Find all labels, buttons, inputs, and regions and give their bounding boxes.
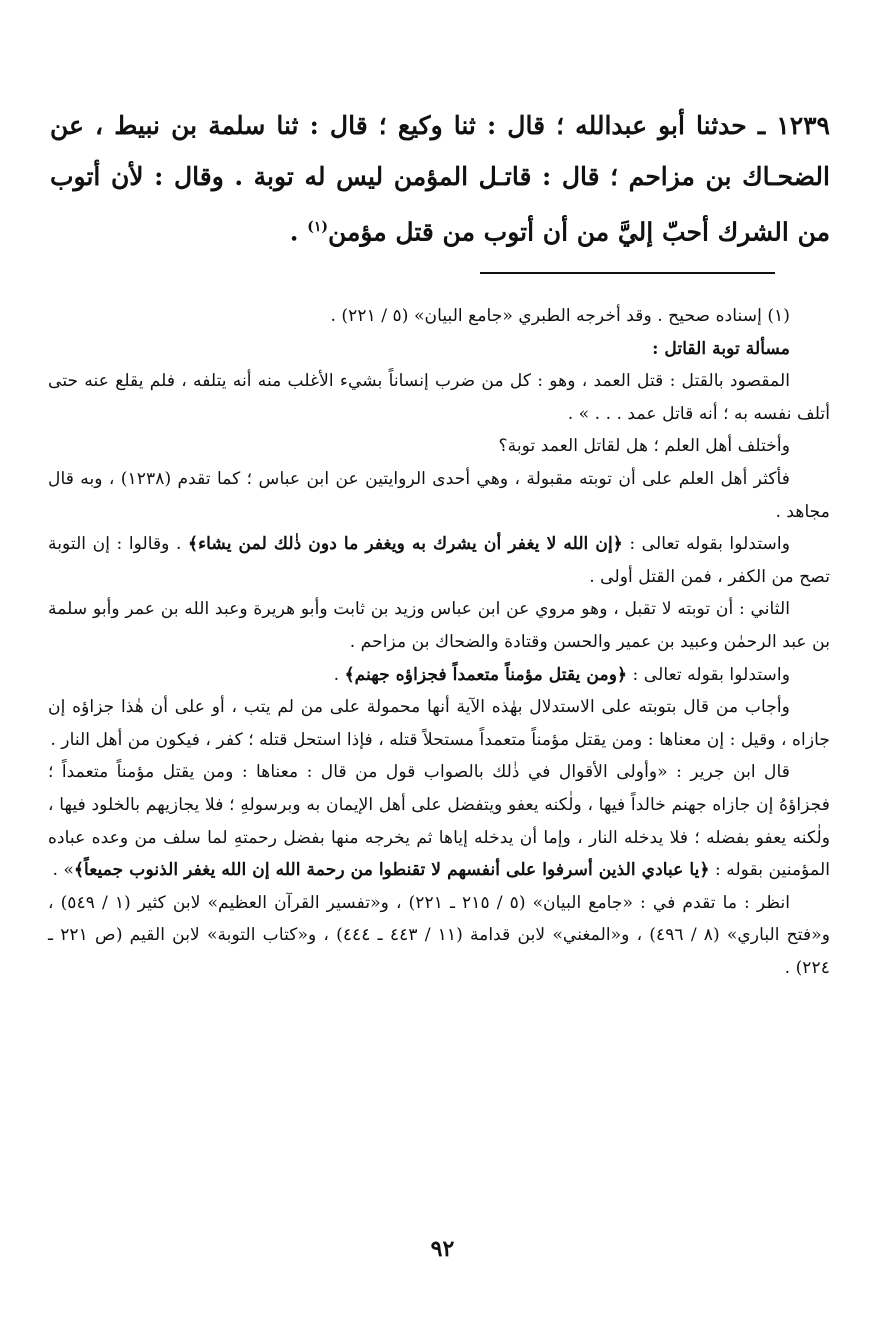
footnote-heading: مسألة توبة القاتل : <box>652 338 790 359</box>
p4-rest: . وقالوا : إن التوبة تصح من الكفر ، فمن القتل أولى . <box>48 534 830 587</box>
p8-rest: » . <box>52 860 74 881</box>
p6-rest: . <box>333 664 345 685</box>
quran-verse: ﴿ومن يقتل مؤمناً متعمداً فجزاؤه جهنم﴾ <box>344 664 628 685</box>
p6-intro: واستدلوا بقوله تعالى : <box>627 664 790 685</box>
p4-intro: واستدلوا بقوله تعالى : <box>622 534 790 555</box>
footnote-paragraph-7: وأجاب من قال بتوبته على الاستدلال بهٰذه الآية أنها محمولة على من لم يتب ، أو على أن هٰذا جزاؤه إن جازاه ، وقيل : إن معناها : ومن يقتل مؤمناً متعمداً مستحلاً قتله ، فإذا استحل قتله ؛ كفر ، فيكون من أهل النار . <box>48 697 830 750</box>
footnote-paragraph-5: الثاني : أن توبته لا تقبل ، وهو مروي عن ابن عباس وزيد بن ثابت وأبو هريرة وعبد الله بن عمر وأبو سلمة بن عبد الرحمٰن وعبيد بن عمير والحسن وقتادة والضحاك بن مزاحم . <box>48 599 830 652</box>
hadith-body: ـ حدثنا أبو عبدالله ؛ قال : ثنا وكيع ؛ قال : ثنا سلمة بن نبيط ، عن الضحـاك بن مزاحم ؛ قال : قاتـل المؤمن ليس له توبة . وقال : لأن أتوب من الشرك أحبّ إليَّ من أن أتوب من قتل مؤمن <box>50 111 830 247</box>
p8-quote: قال ابن جرير : «وأولى الأقوال في ذٰلك بالصواب قول من قال : معناها : ومن يقتل مؤمناً متعمداً ؛ فجزاؤهُ إن جازاه جهنم خالداً فيها ، ولٰكنه يعفو ويتفضل على أهل الإيمان به وبرسولهِ ؛ فلا يجازيهم بالخلود فيها ، ولٰكنه يعفو بفضله ؛ فلا يدخله النار ، وإما أن يدخله إياها ثم يخرجه منها بفضل رحمتهِ لما سلف من وعده عباده المؤمنين بقوله : <box>48 762 830 881</box>
footnote-reference: (١) <box>307 219 328 235</box>
footnote-paragraph-1: المقصود بالقتل : قتل العمد ، وهو : كل من ضرب إنساناً بشيء الأغلب منه أنه يتلفه ، فلم يقلع عنه حتى أتلف نفسه به ؛ أنه قاتل عمد . . . » . <box>48 371 830 424</box>
footnote-paragraph-4 <box>48 528 830 593</box>
footnote-paragraph-6 <box>48 659 830 692</box>
footnote-references: انظر : ما تقدم في : «جامع البيان» (٥ / ٢١٥ ـ ٢٢١) ، و«تفسير القرآن العظيم» لابن كثير (١ / ٥٤٩) ، و«فتح الباري» (٨ / ٤٩٦) ، و«المغني» لابن قدامة (١١ / ٤٤٣ ـ ٤٤٤) ، و«كتاب التوبة» لابن القيم (ص ٢٢١ ـ ٢٢٤) . <box>48 892 830 978</box>
hadith-end: . <box>289 217 308 247</box>
footnote-1: (١) إسناده صحيح . وقد أخرجه الطبري «جامع البيان» (٥ / ٢٢١) . <box>330 306 790 326</box>
page-number: ٩٢ <box>430 1236 455 1262</box>
footnote-separator <box>480 272 775 274</box>
quran-verse: ﴿إن الله لا يغفر أن يشرك به ويغفر ما دون ذٰلك لمن يشاء﴾ <box>188 534 623 555</box>
hadith-number: ١٢٣٩ <box>776 111 830 140</box>
footnote-paragraph-8 <box>48 756 830 886</box>
quran-verse: ﴿يا عبادي الذين أسرفوا على أنفسهم لا تقنطوا من رحمة الله إن الله يغفر الذنوب جميعاً﴾ <box>73 860 710 881</box>
hadith-text <box>50 100 830 257</box>
footnote-paragraph-2: وأختلف أهل العلم ؛ هل لقاتل العمد توبة؟ <box>498 436 790 457</box>
footnote-paragraph-3: فأكثر أهل العلم على أن توبته مقبولة ، وهي أحدى الروايتين عن ابن عباس ؛ كما تقدم (١٢٣٨) ، وبه قال مجاهد . <box>48 468 830 522</box>
footnotes-section <box>48 300 830 984</box>
